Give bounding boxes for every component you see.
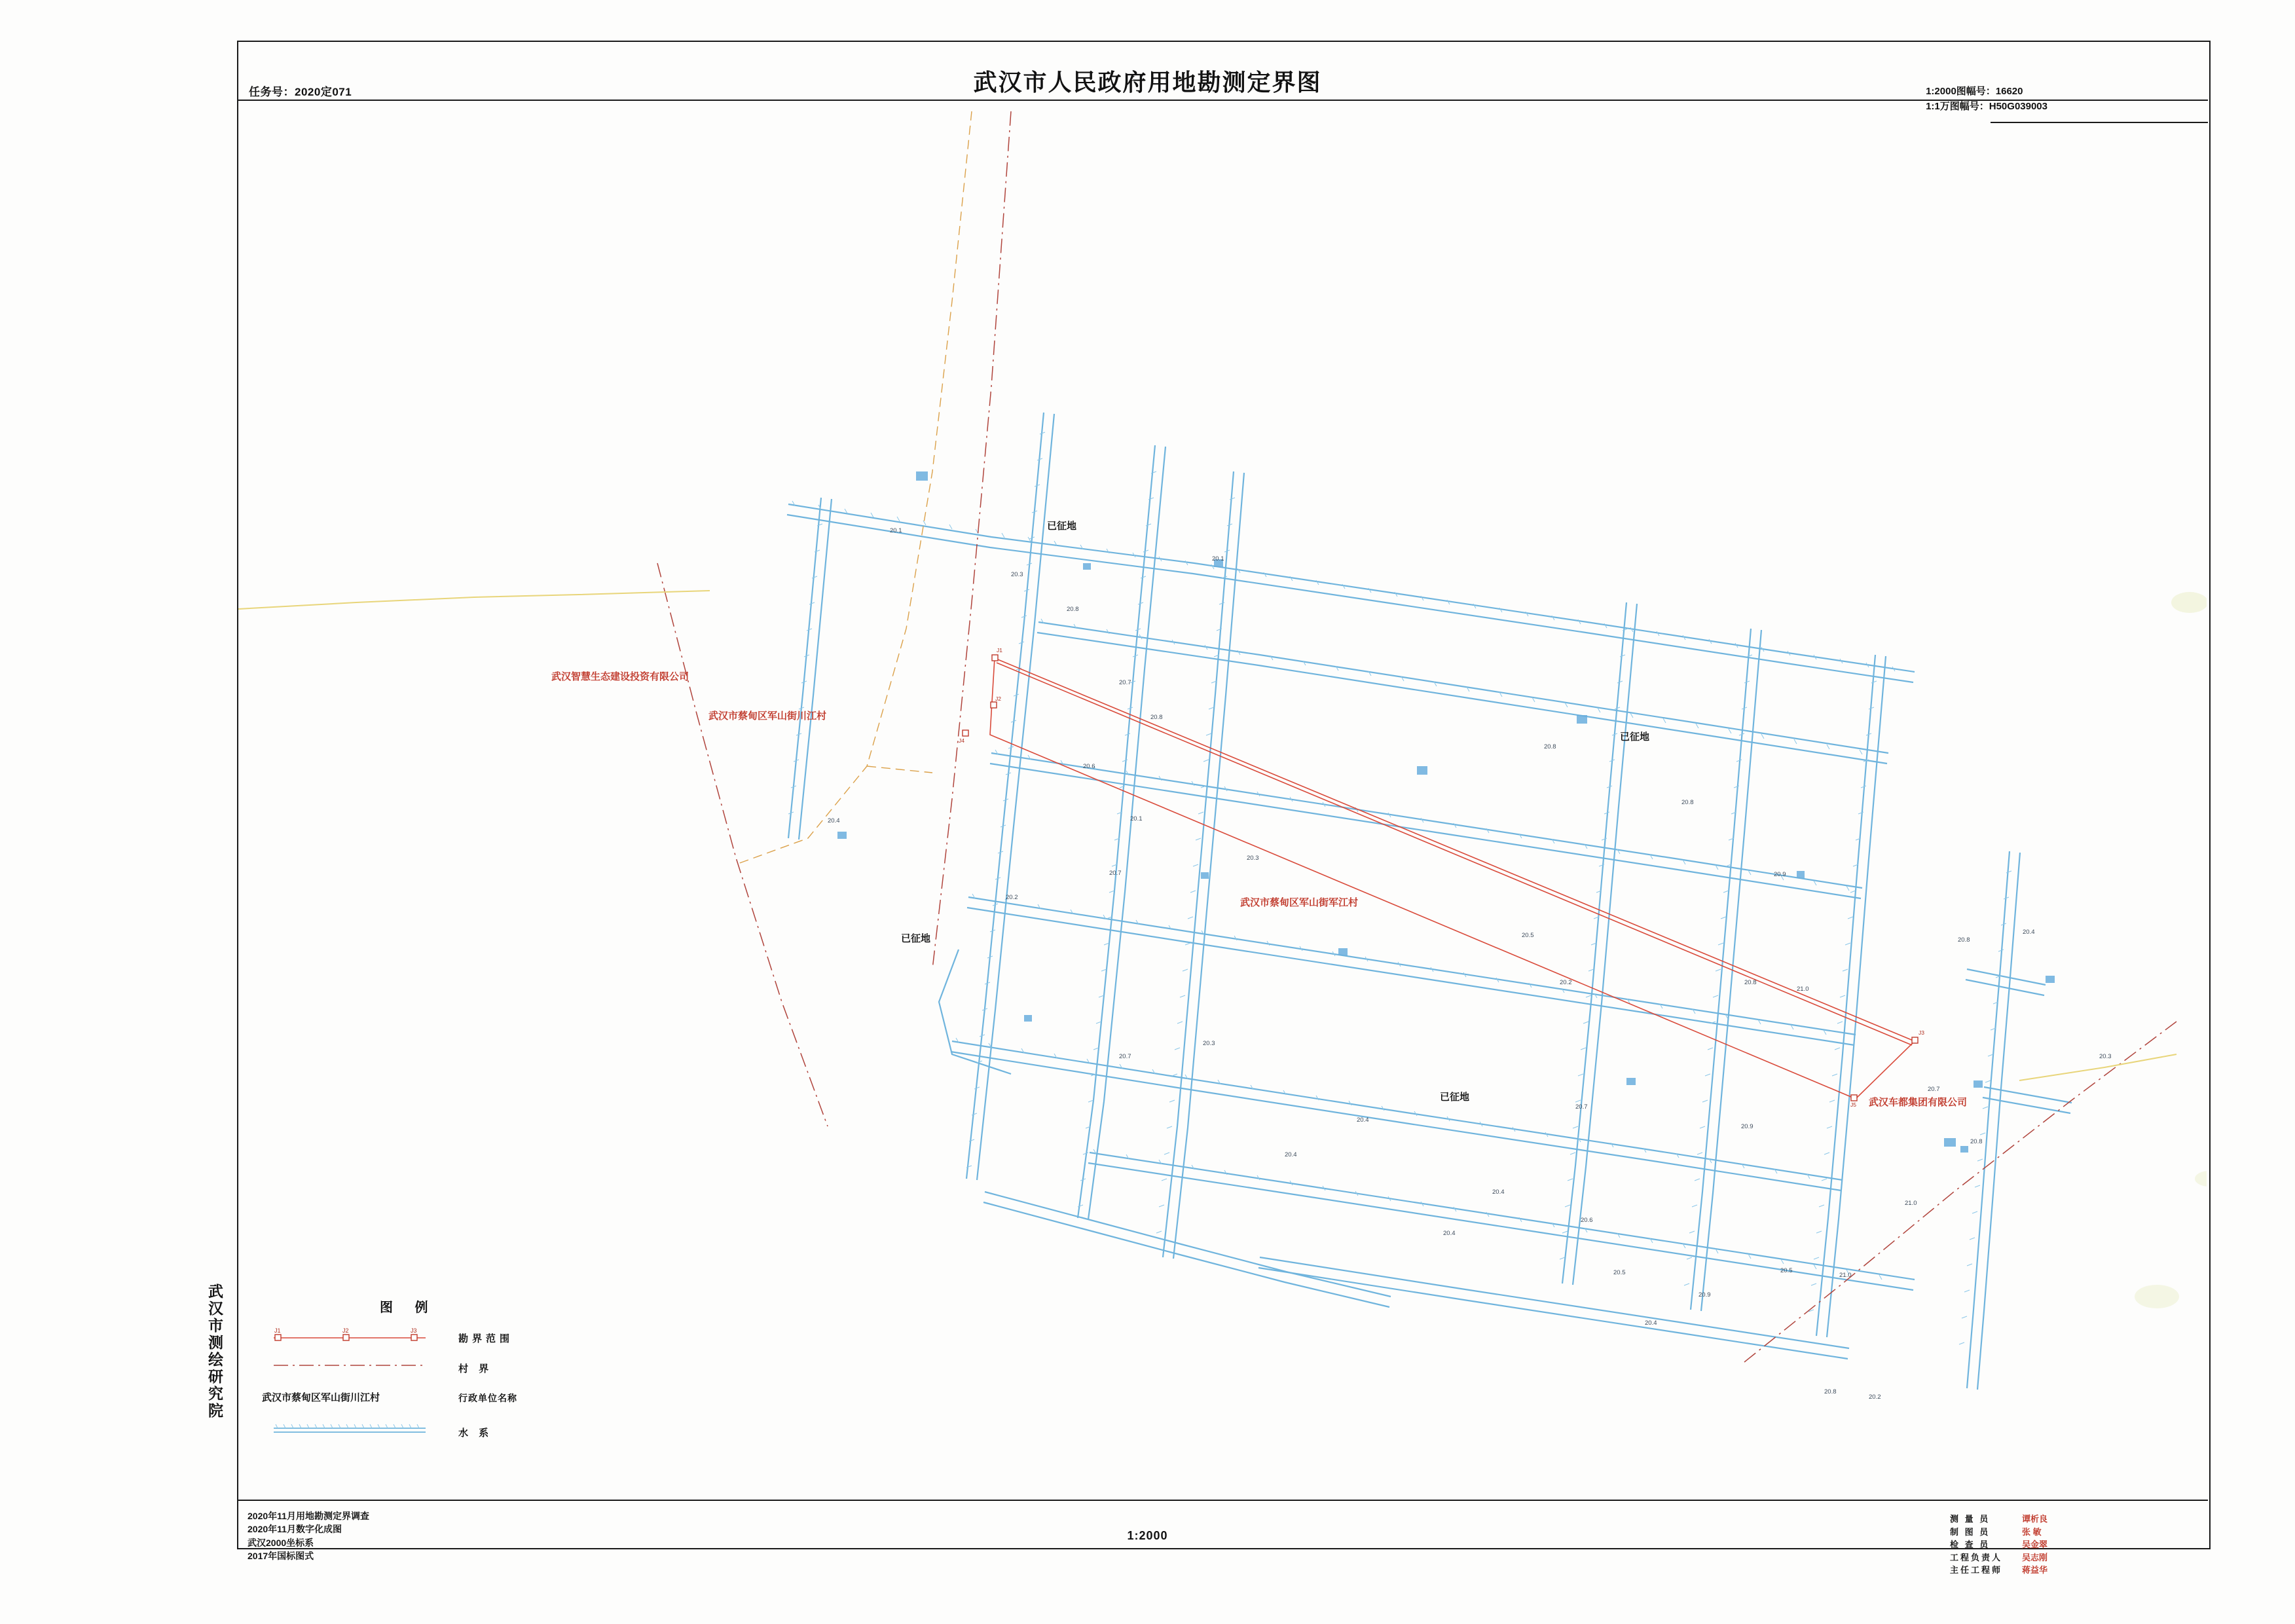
legend-row-admin [262,1385,629,1419]
spot-height: 20.4 [828,817,840,824]
spot-height: 20.2 [1006,894,1018,901]
signer-row [1950,1526,2047,1539]
spot-height: 20.6 [1581,1217,1593,1224]
spot-height: 20.4 [1492,1189,1505,1196]
spot-height: 20.8 [1067,606,1079,613]
spot-height: 20.8 [1970,1138,1983,1145]
page-title: 武汉市人民政府用地勘测定界图 [973,69,1322,96]
entity-label: 武汉智慧生态建设投资有限公司 [551,671,689,682]
boundary-point-label: J4 [959,737,964,744]
spot-height: 20.7 [1928,1086,1940,1093]
spot-height: 20.3 [1247,855,1259,862]
map-canvas [238,105,2207,1408]
entity-label: 武汉市蔡甸区军山街军江村 [1240,897,1359,908]
spot-height: 21.0 [1797,986,1809,993]
spot-height: 20.2 [1560,979,1572,986]
header-divider [237,100,2208,101]
boundary-range-symbol [268,1325,432,1351]
spot-height: 20.4 [1357,1116,1369,1124]
spot-height: 20.8 [1544,743,1556,750]
area-label: 已征地 [1047,521,1077,532]
spot-height: 21.0 [1905,1200,1917,1207]
spot-height: 20.5 [1613,1269,1626,1276]
admin-name-sample: 武汉市蔡甸区军山街川江村 [262,1392,380,1403]
task-number: 任务号：2020定071 [249,86,352,98]
auxiliary-lines-orange [736,111,972,864]
spot-height: 20.5 [1780,1267,1793,1274]
footer-note: 2020年11月用地勘测定界调查 [248,1511,369,1521]
sheet-number-2000: 1:2000图幅号：16620 [1926,86,2023,97]
spot-height: 20.3 [1011,571,1023,578]
signer-role: 主任工程师 [1949,1565,2002,1575]
spot-height: 20.8 [1681,799,1694,806]
water-hatching [788,432,2011,1344]
footer-note: 武汉2000坐标系 [248,1537,314,1548]
spot-height: 20.8 [1150,714,1163,721]
signer-row [1950,1513,2047,1526]
footer-note: 2017年国标图式 [248,1550,314,1561]
village-boundary [657,111,2176,1362]
signer-row [1950,1564,2047,1577]
institute-name: 武汉市测绘研究院 [206,1283,223,1420]
water-system-symbol [268,1419,432,1445]
spot-height: 20.9 [1774,871,1786,878]
signer-name: 蒋益华 [2021,1565,2047,1575]
map-scale: 1:2000 [1127,1529,1168,1542]
signer-name: 谭析良 [2021,1514,2047,1524]
spot-height: 20.7 [1119,1053,1131,1060]
boundary-point-label: J1 [997,647,1002,654]
sheet-number-10000: 1:1万图幅号：H50G039003 [1926,101,2047,113]
area-label: 已征地 [901,933,931,944]
signer-row [1950,1551,2047,1564]
signer-name: 吴金翠 [2021,1540,2047,1549]
village-boundary-symbol [268,1355,432,1381]
map-vector-layer [238,105,2207,1408]
signer-row [1950,1538,2047,1551]
spot-height: 20.1 [1130,815,1143,822]
signer-role: 制 图 员 [1949,1526,1991,1537]
spot-height: 20.3 [1203,1040,1215,1047]
spot-height: 20.5 [1522,932,1534,939]
spot-height: 20.1 [1212,555,1224,563]
legend-label-village: 村 界 [458,1363,493,1375]
admin-name-symbol [262,1385,445,1411]
legend-row-water [262,1419,629,1449]
footer-divider [237,1500,2208,1501]
signer-role: 工程负责人 [1949,1552,2002,1562]
signer-role: 测 量 员 [1949,1514,1991,1524]
boundary-point-label: J2 [995,695,1001,702]
svg-text:J3: J3 [411,1327,417,1334]
spot-height: 20.7 [1119,679,1131,686]
spot-height: 20.6 [1083,763,1095,770]
signature-block [1950,1513,2047,1577]
spot-height: 20.4 [2023,929,2035,936]
legend [262,1297,629,1449]
boundary-point-label: J3 [1919,1029,1924,1036]
spot-height: 20.7 [1575,1103,1588,1111]
spot-height: 20.2 [1869,1393,1881,1401]
svg-text:J1: J1 [274,1327,281,1334]
spot-height: 21.0 [1839,1272,1852,1279]
entity-label: 武汉车都集团有限公司 [1869,1097,1968,1108]
signer-name: 吴志刚 [2021,1552,2047,1562]
spot-height: 20.4 [1645,1320,1657,1327]
signer-role: 检 查 员 [1949,1540,1991,1549]
signer-name: 张 敏 [2021,1526,2042,1537]
spot-height: 20.8 [1824,1388,1837,1395]
area-label: 已征地 [1440,1092,1470,1103]
legend-title: 图 例 [380,1301,437,1315]
svg-text:J2: J2 [342,1327,349,1334]
scan-artifacts [2135,592,2207,1308]
spot-height: 20.3 [2099,1053,2112,1060]
spot-height: 20.4 [1443,1230,1456,1237]
spot-height: 20.4 [1285,1151,1297,1158]
spot-height: 20.9 [1741,1123,1753,1130]
footer-note: 2020年11月数字化成图 [248,1524,342,1535]
spot-height: 20.7 [1109,870,1122,877]
legend-label-admin: 行政单位名称 [458,1393,517,1403]
spot-height: 20.8 [1958,936,1970,944]
spot-height: 20.1 [890,527,902,534]
legend-row-boundary [262,1325,629,1355]
legend-row-village [262,1355,629,1385]
spot-height: 20.8 [1744,979,1757,986]
water-network [787,413,2072,1390]
entity-label: 武汉市蔡甸区军山街川江村 [708,710,827,722]
spot-height: 20.9 [1698,1291,1711,1299]
legend-label-water: 水 系 [458,1428,493,1439]
boundary-point-label: J5 [1850,1101,1856,1108]
legend-label-boundary: 勘界范围 [458,1333,514,1344]
area-label: 已征地 [1620,731,1650,743]
